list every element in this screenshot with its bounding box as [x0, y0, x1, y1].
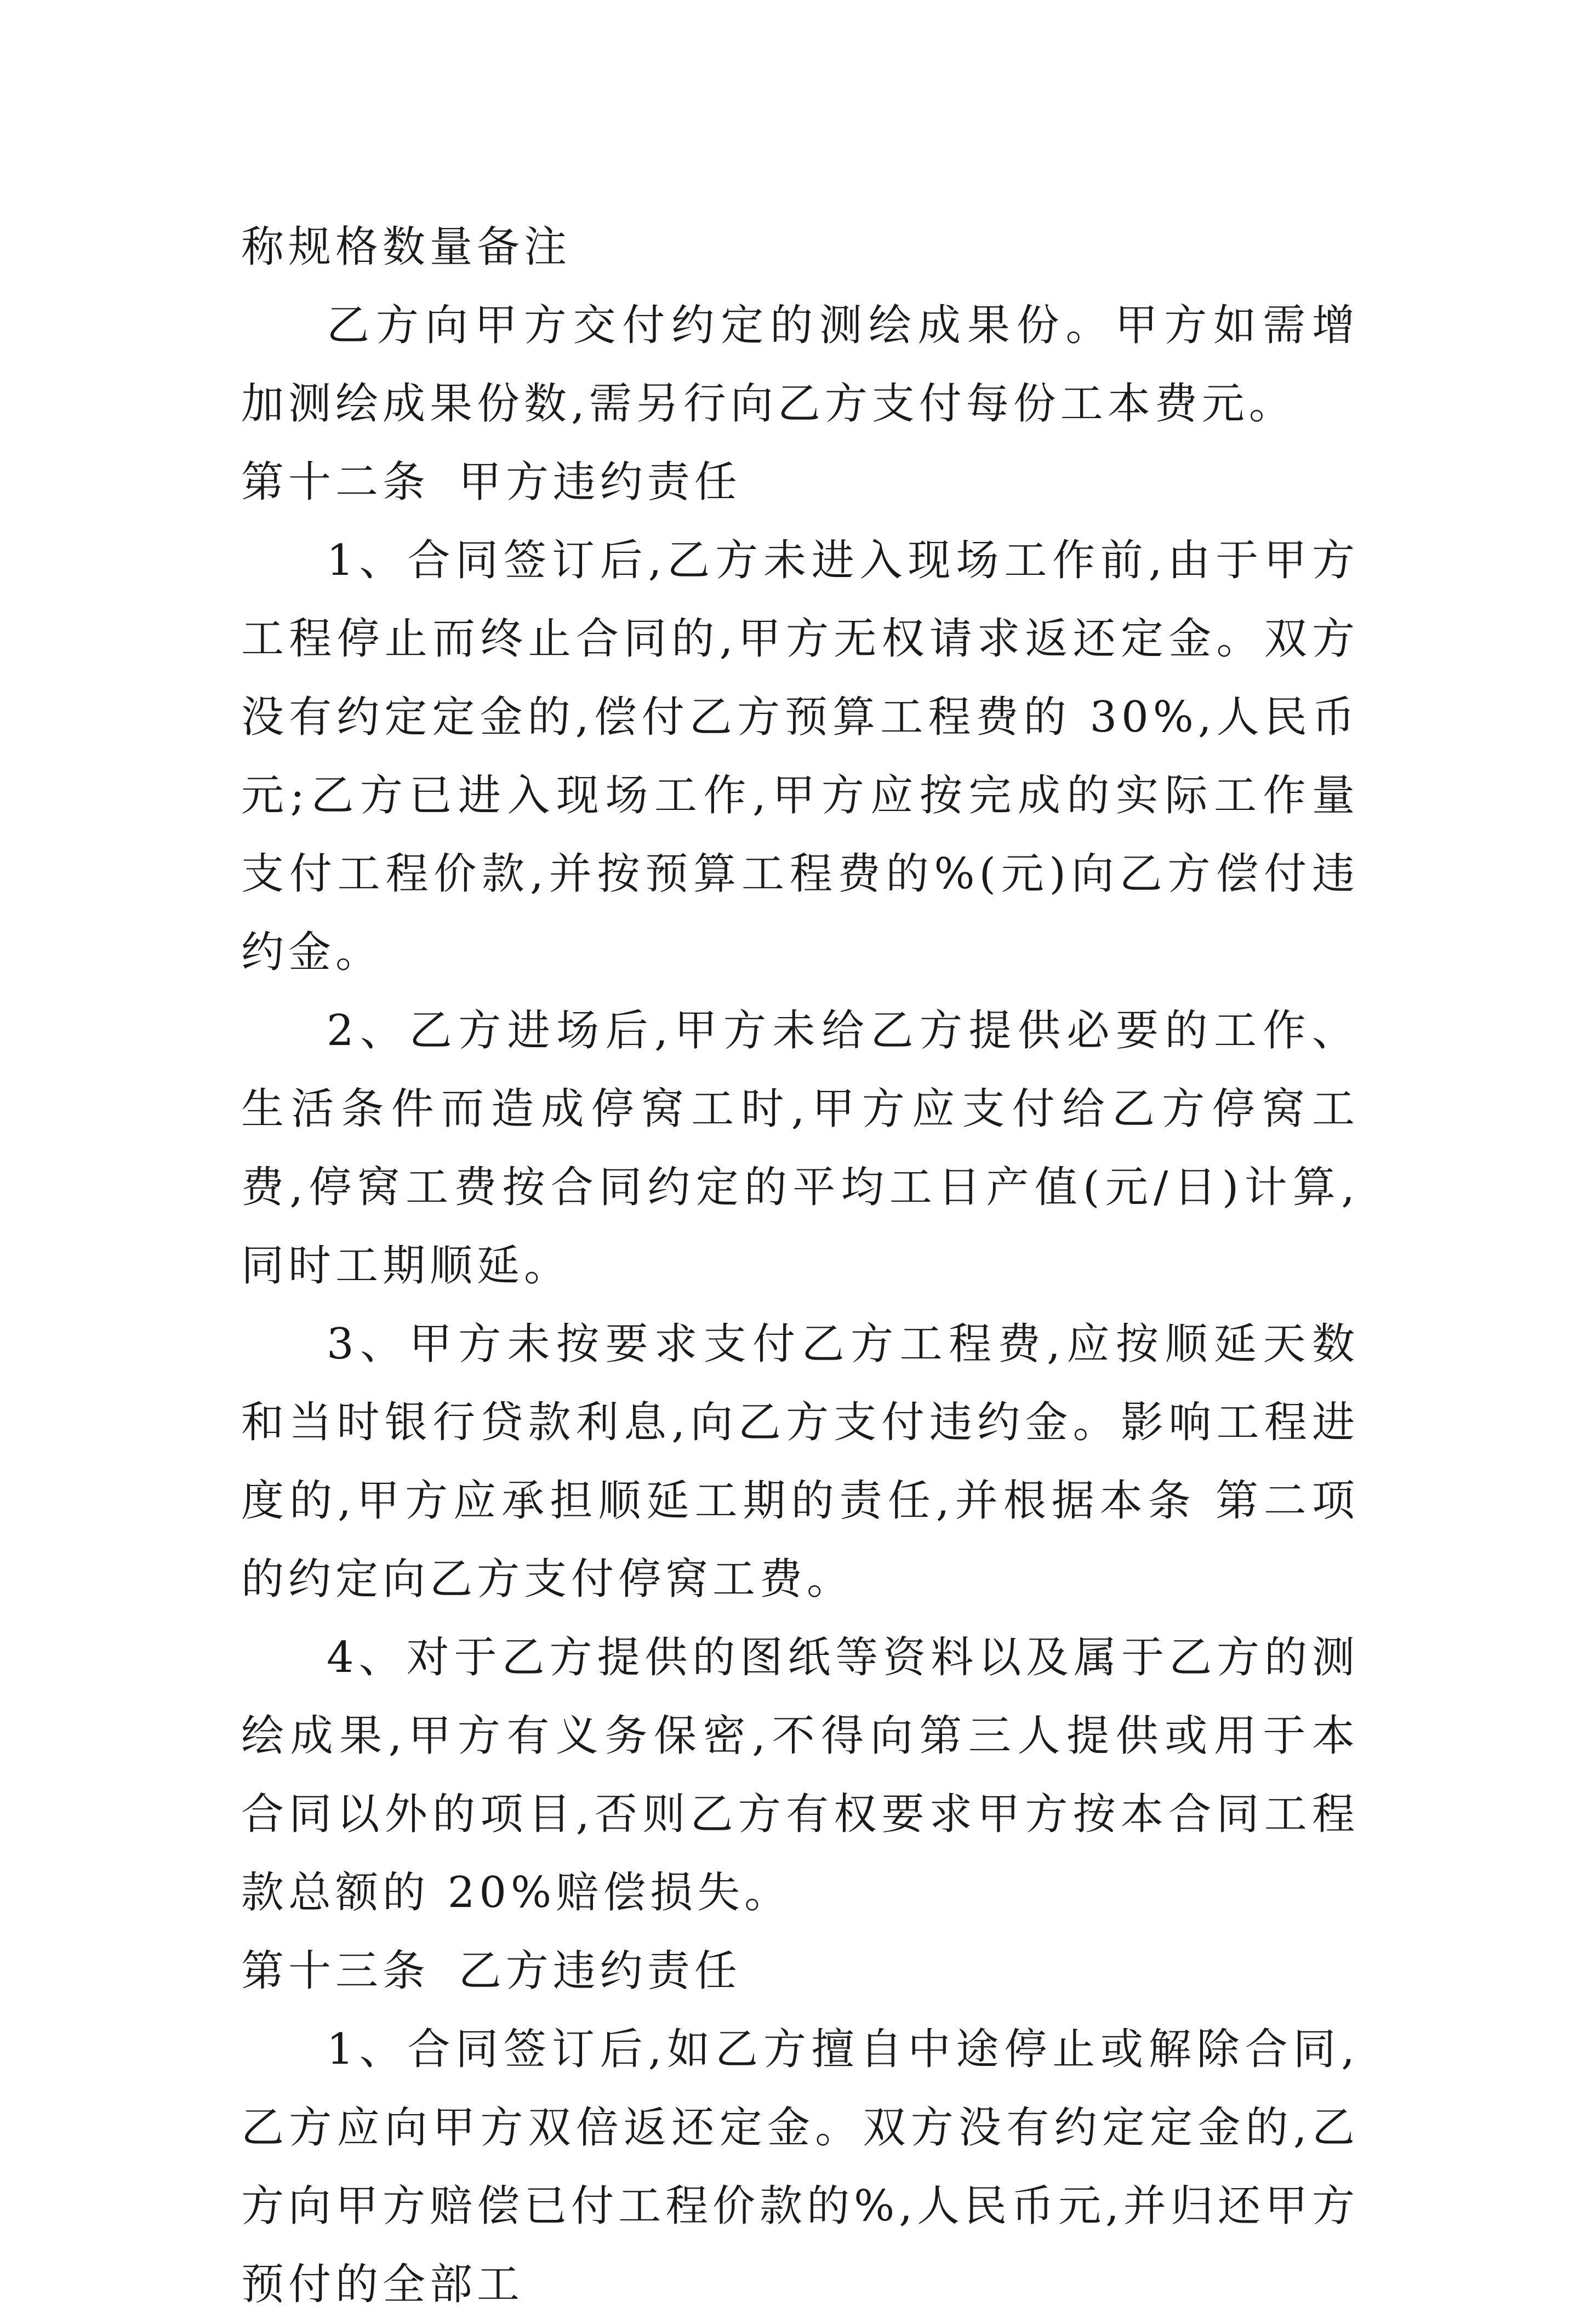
- document-body: [241, 208, 1359, 2324]
- section-heading-article-12: 第十二条 甲方违约责任: [241, 458, 741, 507]
- paragraph-article-13-item-1: 1、合同签订后,如乙方擅自中途停止或解除合同,乙方应向甲方双倍返还定金。双方没有约定定金的,乙方向甲方赔偿已付工程价款的%,人民币元,并归还甲方预付的全部工: [241, 2025, 1359, 2309]
- paragraph-delivery-copies: 乙方向甲方交付约定的测绘成果份。甲方如需增加测绘成果份数,需另行向乙方支付每份工本费元。: [241, 301, 1359, 429]
- paragraph-article-12-item-3: 3、甲方未按要求支付乙方工程费,应按顺延天数和当时银行贷款利息,向乙方支付违约金。影响工程进度的,甲方应承担顺延工期的责任,并根据本条 第二项的约定向乙方支付停窝工费。: [241, 1320, 1359, 1604]
- paragraph-table-header-fragment: 称规格数量备注: [241, 222, 572, 272]
- paragraph-article-12-item-1: 1、合同签订后,乙方未进入现场工作前,由于甲方工程停止而终止合同的,甲方无权请求返还定金。双方没有约定定金的,偿付乙方预算工程费的 30%,人民币元;乙方已进入现场工作,甲方应按完成的实际工作量支付工程价款,并按预算工程费的%(元)向乙方偿付违约金。: [241, 536, 1359, 977]
- paragraph-article-12-item-4: 4、对于乙方提供的图纸等资料以及属于乙方的测绘成果,甲方有义务保密,不得向第三人提供或用于本合同以外的项目,否则乙方有权要求甲方按本合同工程款总额的 20%赔偿损失。: [241, 1633, 1359, 1917]
- section-heading-article-13: 第十三条 乙方违约责任: [241, 1946, 741, 1996]
- paragraph-article-12-item-2: 2、乙方进场后,甲方未给乙方提供必要的工作、生活条件而造成停窝工时,甲方应支付给乙方停窝工费,停窝工费按合同约定的平均工日产值(元/日)计算,同时工期顺延。: [241, 1006, 1359, 1291]
